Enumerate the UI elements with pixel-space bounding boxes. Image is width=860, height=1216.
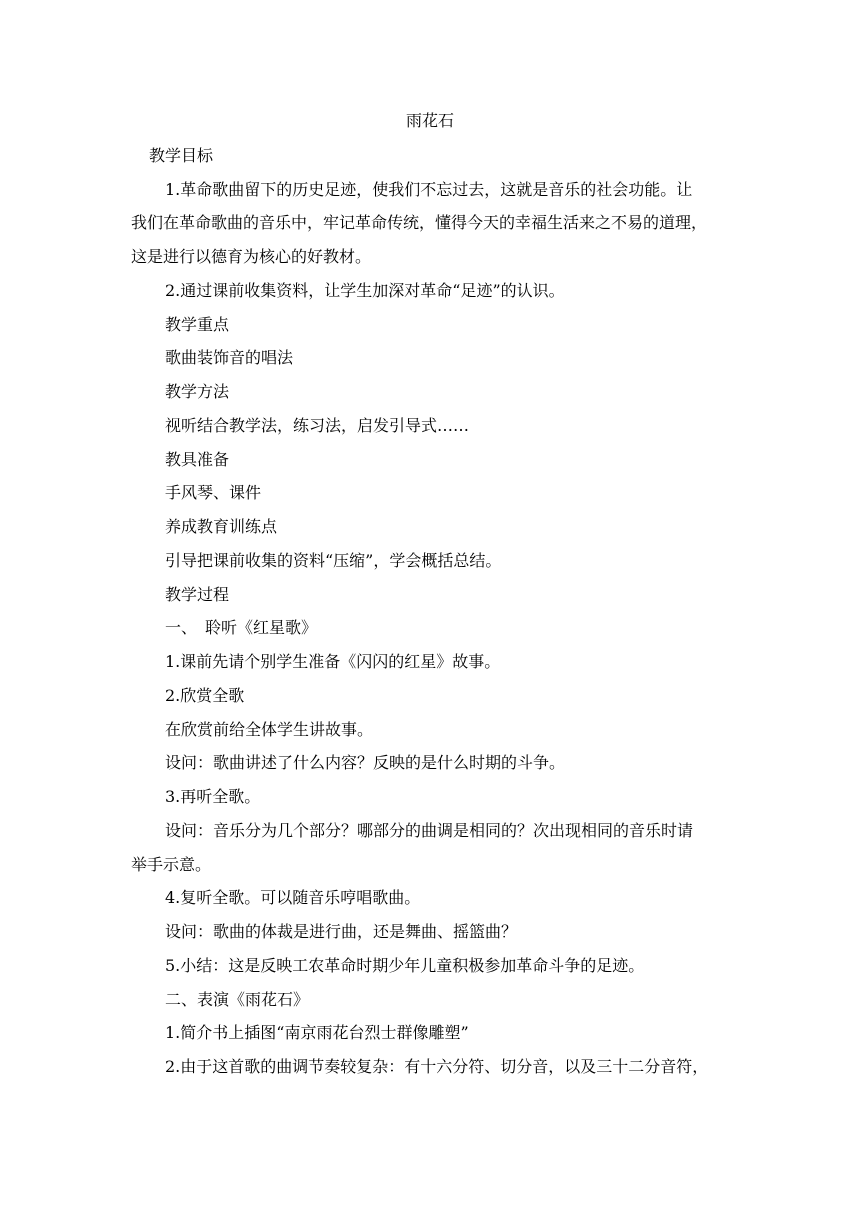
paragraph-line: 设问：歌曲讲述了什么内容？反映的是什么时期的斗争。: [165, 753, 566, 772]
paragraph-line: 这是进行以德育为核心的好教材。: [131, 247, 372, 266]
paragraph-line: 设问：歌曲的体裁是进行曲，还是舞曲、摇篮曲？: [165, 922, 518, 941]
heading-process: 教学过程: [165, 585, 230, 604]
paragraph-line: 我们在革命歌曲的音乐中，牢记革命传统，懂得今天的幸福生活来之不易的道理，: [131, 213, 708, 232]
paragraph-line: 2.欣赏全歌: [165, 686, 245, 705]
paragraph-line: 视听结合教学法，练习法，启发引导式……: [165, 416, 470, 435]
section-heading: 一、 聆听《红星歌》: [165, 618, 318, 637]
document-title: 雨花石: [405, 111, 454, 130]
section-heading: 二、表演《雨花石》: [165, 990, 310, 1009]
paragraph-line: 歌曲装饰音的唱法: [165, 348, 294, 367]
heading-methods: 教学方法: [165, 382, 230, 401]
paragraph-line: 4.复听全歌。可以随音乐哼唱歌曲。: [165, 888, 421, 907]
paragraph-line: 设问：音乐分为几个部分？哪部分的曲调是相同的？次出现相同的音乐时请: [165, 821, 694, 840]
paragraph-line: 在欣赏前给全体学生讲故事。: [165, 720, 374, 739]
paragraph-line: 手风琴、课件: [165, 483, 262, 502]
paragraph-line: 3.再听全歌。: [165, 787, 261, 806]
heading-key-points: 教学重点: [165, 315, 230, 334]
paragraph-line: 2.通过课前收集资料，让学生加深对革命“足迹”的认识。: [165, 281, 565, 300]
heading-materials: 教具准备: [165, 450, 230, 469]
paragraph-line: 1.课前先请个别学生准备《闪闪的红星》故事。: [165, 652, 501, 671]
paragraph-line: 5.小结：这是反映工农革命时期少年儿童积极参加革命斗争的足迹。: [165, 956, 645, 975]
paragraph-line: 1.革命歌曲留下的历史足迹，使我们不忘过去，这就是音乐的社会功能。让: [165, 180, 693, 199]
paragraph-line: 引导把课前收集的资料“压缩”，学会概括总结。: [165, 551, 502, 570]
paragraph-line: 2.由于这首歌的曲调节奏较复杂：有十六分符、切分音，以及三十二分音符，: [165, 1057, 709, 1076]
heading-teaching-goals: 教学目标: [149, 146, 214, 165]
paragraph-line: 举手示意。: [131, 855, 212, 874]
paragraph-line: 1.简介书上插图“南京雨花台烈士群像雕塑”: [165, 1023, 469, 1042]
heading-training-point: 养成教育训练点: [165, 517, 278, 536]
